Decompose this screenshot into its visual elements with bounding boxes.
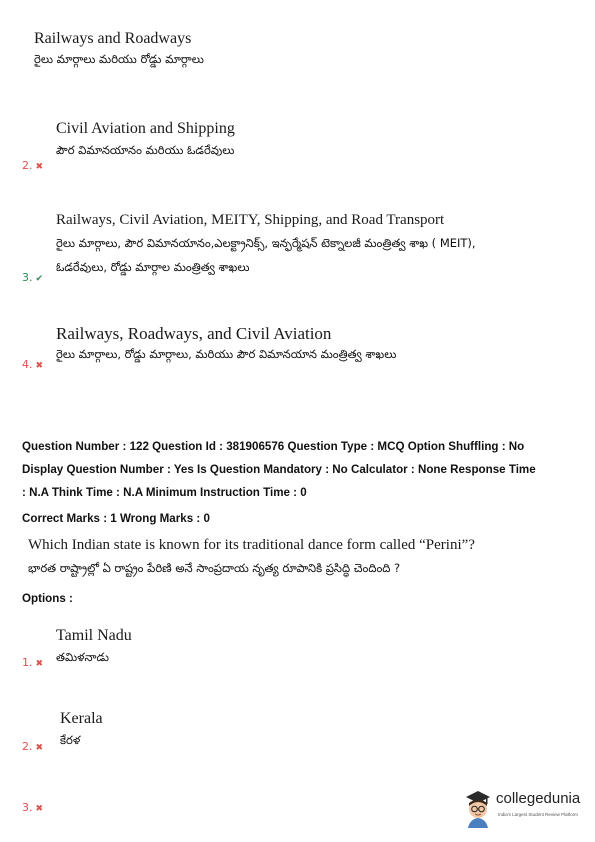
- question-marks: Correct Marks : 1 Wrong Marks : 0: [22, 512, 210, 525]
- option-4-telugu: రైలు మార్గాలు, రోడ్డు మార్గాలు, మరియు పౌర విమానయాన మంత్రిత్వ శాఖలు: [56, 347, 397, 361]
- options-label: Options :: [22, 592, 73, 605]
- option-2-number: 2. ✖: [22, 740, 44, 753]
- option-1-number: 1. ✖: [22, 656, 44, 669]
- student-avatar-icon: [462, 788, 494, 828]
- option-1-telugu: తమిళనాడు: [56, 650, 109, 664]
- question-meta-line2: Display Question Number : Yes Is Question Mandatory : No Calculator : None Response Time: [22, 463, 536, 476]
- brand-name: collegedunia: [496, 790, 581, 807]
- option-4-number: 4. ✖: [22, 358, 44, 371]
- option-2-english: Civil Aviation and Shipping: [56, 120, 235, 137]
- cross-icon: ✖: [35, 361, 44, 371]
- option-3-telugu-line1: రైలు మార్గాలు, పౌర విమానయానం,ఎలక్ట్రానిక్స్, ఇన్ఫర్మేషన్ టెక్నాలజీ మంత్రిత్వ శాఖ ( MEIT),: [56, 236, 476, 250]
- option-1-english: Tamil Nadu: [56, 627, 132, 644]
- option-1-english: Railways and Roadways: [34, 30, 192, 47]
- question-telugu: భారత రాష్ట్రాల్లో ఏ రాష్ట్రం పేరిణి అనే సాంప్రదాయ నృత్య రూపానికి ప్రసిద్ధి చెందింది ?: [28, 561, 401, 575]
- option-3-english: Railways, Civil Aviation, MEITY, Shipping, and Road Transport: [56, 212, 445, 228]
- question-english: Which Indian state is known for its traditional dance form called “Perini”?: [28, 537, 475, 553]
- cross-icon: ✖: [35, 659, 44, 669]
- cross-icon: ✖: [35, 162, 44, 172]
- option-3-telugu-line2: ఓడరేవులు, రోడ్డు మార్గాల మంత్రిత్వ శాఖలు: [56, 260, 250, 274]
- option-2-number: 2. ✖: [22, 159, 44, 172]
- question-meta-line1: Question Number : 122 Question Id : 381906576 Question Type : MCQ Option Shuffling : No: [22, 440, 525, 453]
- brand-logo: [462, 786, 590, 830]
- cross-icon: ✖: [35, 804, 44, 814]
- option-1-telugu: రైలు మార్గాలు మరియు రోడ్డు మార్గాలు: [34, 52, 204, 66]
- cross-icon: ✖: [35, 743, 44, 753]
- option-4-english: Railways, Roadways, and Civil Aviation: [56, 324, 332, 343]
- option-2-telugu: పౌర విమానయానం మరియు ఓడరేవులు: [56, 143, 235, 157]
- question-meta-line3: : N.A Think Time : N.A Minimum Instruction Time : 0: [22, 486, 307, 499]
- option-3-number: 3. ✖: [22, 801, 44, 814]
- option-3-number: 3. ✔: [22, 271, 44, 284]
- check-icon: ✔: [35, 274, 44, 284]
- option-2-english: Kerala: [60, 710, 103, 727]
- brand-tagline: India's Largest Student Review Platform: [498, 812, 578, 817]
- option-2-telugu: కేరళ: [60, 733, 81, 747]
